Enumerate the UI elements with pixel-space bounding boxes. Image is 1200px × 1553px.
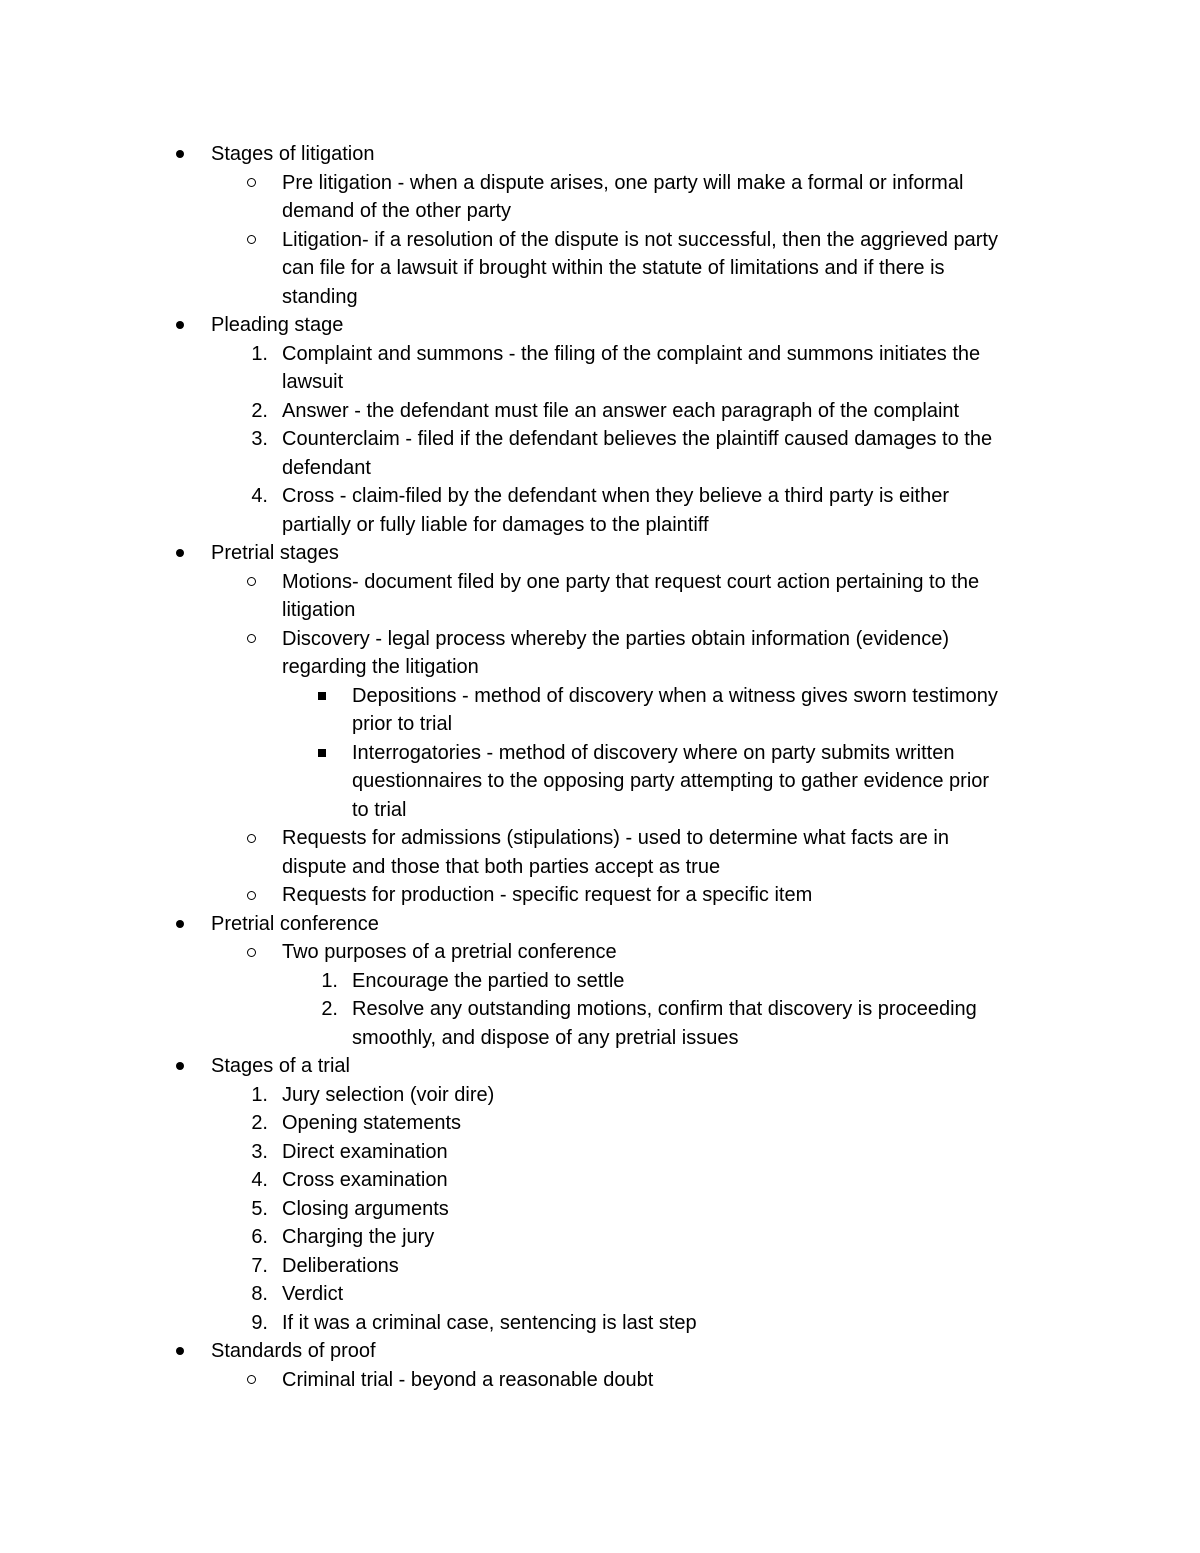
item-text: Charging the jury [282,1226,435,1248]
item-text: Stages of litigation [211,143,375,165]
list-marker [240,1138,268,1167]
list-number: 2. [251,1112,268,1134]
outline-item-continuation [0,853,1200,882]
outline-item [0,1223,1200,1252]
outline-item-continuation [0,596,1200,625]
list-number: 1. [321,969,338,992]
bullet-dot-icon [176,150,184,158]
outline-item-continuation [0,283,1200,312]
outline-item-continuation [0,767,1200,796]
list-number: 7. [251,1254,268,1277]
list-marker [310,682,338,711]
item-text: Pretrial conference [211,912,379,935]
hollow-circle-bullet-icon [247,948,256,957]
list-number: 5. [251,1197,268,1220]
outline-item [0,169,1200,198]
item-text: dispute and those that both parties accept as true [282,855,721,878]
item-text: Resolve any outstanding motions, confirm that discovery is proceeding [352,998,977,1020]
outline-item-continuation [0,1024,1200,1053]
item-text: Jury selection (voir dire) [282,1083,495,1106]
item-text: Stages of a trial [211,1055,350,1077]
list-marker [310,739,338,768]
item-text: Pretrial stages [211,542,339,564]
list-number: 3. [251,1140,268,1163]
item-text: Cross - claim-filed by the defendant when they believe a third party is either [282,485,950,507]
outline-item-continuation [0,710,1200,739]
item-text: Encourage the partied to settle [352,969,625,992]
outline-item-continuation [0,653,1200,682]
outline-item [0,1109,1200,1138]
outline-item [0,910,1200,939]
item-text: questionnaires to the opposing party attempting to gather evidence prior [352,770,990,792]
hollow-circle-bullet-icon [247,834,256,843]
bullet-dot-icon [176,1062,184,1070]
item-text: litigation [282,599,356,621]
item-text: Interrogatories - method of discovery where on party submits written [352,741,955,764]
outline-item-continuation [0,197,1200,226]
bullet-dot-icon [176,549,184,557]
list-marker [240,1223,268,1252]
outline-item [0,881,1200,910]
list-marker [170,1052,190,1081]
outline-item [0,1166,1200,1195]
list-marker [240,625,268,654]
item-text: Criminal trial - beyond a reasonable doubt [282,1368,654,1391]
list-marker [240,938,268,967]
outline-item-continuation [0,796,1200,825]
list-marker [170,311,190,340]
outline-item [0,1280,1200,1309]
outline-item [0,311,1200,340]
item-text: Litigation- if a resolution of the dispute is not successful, then the aggrieved party [282,228,998,251]
outline-item [0,1366,1200,1395]
outline-item [0,140,1200,169]
list-marker [170,910,190,939]
hollow-circle-bullet-icon [247,577,256,586]
item-text: Discovery - legal process whereby the parties obtain information (evidence) [282,627,949,650]
item-text: Cross examination [282,1169,448,1191]
item-text: Verdict [282,1283,344,1305]
outline-item [0,739,1200,768]
item-text: partially or fully liable for damages to the plaintiff [282,513,709,536]
hollow-circle-bullet-icon [247,178,256,187]
list-marker [240,1195,268,1224]
list-marker [240,340,268,369]
list-marker [240,397,268,426]
list-marker [240,568,268,597]
list-marker [240,881,268,910]
outline-item [0,568,1200,597]
item-text: to trial [352,798,407,821]
outline-item [0,682,1200,711]
list-marker [170,539,190,568]
outline-item [0,967,1200,996]
hollow-circle-bullet-icon [247,891,256,900]
item-text: Pleading stage [211,314,344,336]
outline-item [0,340,1200,369]
notes-document [0,140,1200,1394]
list-number: 2. [251,399,268,422]
outline-item [0,482,1200,511]
square-bullet-icon [318,692,326,700]
outline-item-continuation [0,511,1200,540]
list-marker [240,1280,268,1309]
item-text: demand of the other party [282,200,512,222]
list-marker [310,995,338,1024]
list-marker [240,1309,268,1338]
item-text: standing [282,285,358,308]
item-text: smoothly, and dispose of any pretrial issues [352,1026,739,1049]
outline-item [0,1337,1200,1366]
outline-item [0,226,1200,255]
list-number: 8. [251,1283,268,1305]
hollow-circle-bullet-icon [247,1375,256,1384]
item-text: Two purposes of a pretrial conference [282,941,617,963]
list-marker [240,226,268,255]
item-text: Pre litigation - when a dispute arises, one party will make a formal or informal [282,171,964,194]
list-number: 1. [251,342,268,365]
bullet-dot-icon [176,920,184,928]
bullet-dot-icon [176,1347,184,1355]
outline-item [0,938,1200,967]
list-number: 1. [251,1083,268,1106]
list-marker [240,1252,268,1281]
outline-item [0,1052,1200,1081]
outline-item-continuation [0,454,1200,483]
bullet-dot-icon [176,321,184,329]
outline-item [0,625,1200,654]
list-marker [240,1081,268,1110]
item-text: If it was a criminal case, sentencing is last step [282,1311,697,1334]
list-marker [170,140,190,169]
outline-item [0,1309,1200,1338]
hollow-circle-bullet-icon [247,235,256,244]
outline-item [0,539,1200,568]
list-number: 4. [251,1169,268,1191]
outline-item [0,1252,1200,1281]
outline-item [0,1195,1200,1224]
item-text: Direct examination [282,1140,448,1163]
outline-item [0,425,1200,454]
list-number: 2. [321,998,338,1020]
list-marker [240,1166,268,1195]
item-text: can file for a lawsuit if brought within the statute of limitations and if there is [282,257,945,279]
item-text: Answer - the defendant must file an answer each paragraph of the complaint [282,399,960,422]
item-text: Complaint and summons - the filing of the complaint and summons initiates the [282,342,981,365]
list-marker [240,482,268,511]
item-text: Closing arguments [282,1197,449,1220]
list-marker [240,169,268,198]
outline-item [0,824,1200,853]
item-text: Requests for admissions (stipulations) - used to determine what facts are in [282,827,949,849]
item-text: Motions- document filed by one party that request court action pertaining to the [282,570,980,593]
outline-item [0,995,1200,1024]
item-text: lawsuit [282,371,344,393]
list-number: 4. [251,485,268,507]
list-marker [240,425,268,454]
list-marker [240,1366,268,1395]
item-text: Depositions - method of discovery when a witness gives sworn testimony [352,684,998,707]
item-text: Counterclaim - filed if the defendant believes the plaintiff caused damages to the [282,428,993,450]
item-text: defendant [282,456,371,479]
list-marker [240,824,268,853]
square-bullet-icon [318,749,326,757]
list-number: 3. [251,428,268,450]
outline-item [0,1081,1200,1110]
list-marker [240,1109,268,1138]
hollow-circle-bullet-icon [247,634,256,643]
item-text: prior to trial [352,713,453,735]
outline-item [0,397,1200,426]
item-text: Opening statements [282,1112,461,1134]
list-marker [310,967,338,996]
outline-item [0,1138,1200,1167]
item-text: Standards of proof [211,1340,376,1362]
list-number: 6. [251,1226,268,1248]
outline-item-continuation [0,254,1200,283]
item-text: regarding the litigation [282,656,479,678]
item-text: Deliberations [282,1254,399,1277]
list-marker [170,1337,190,1366]
outline-item-continuation [0,368,1200,397]
list-number: 9. [251,1311,268,1334]
item-text: Requests for production - specific request for a specific item [282,884,813,906]
